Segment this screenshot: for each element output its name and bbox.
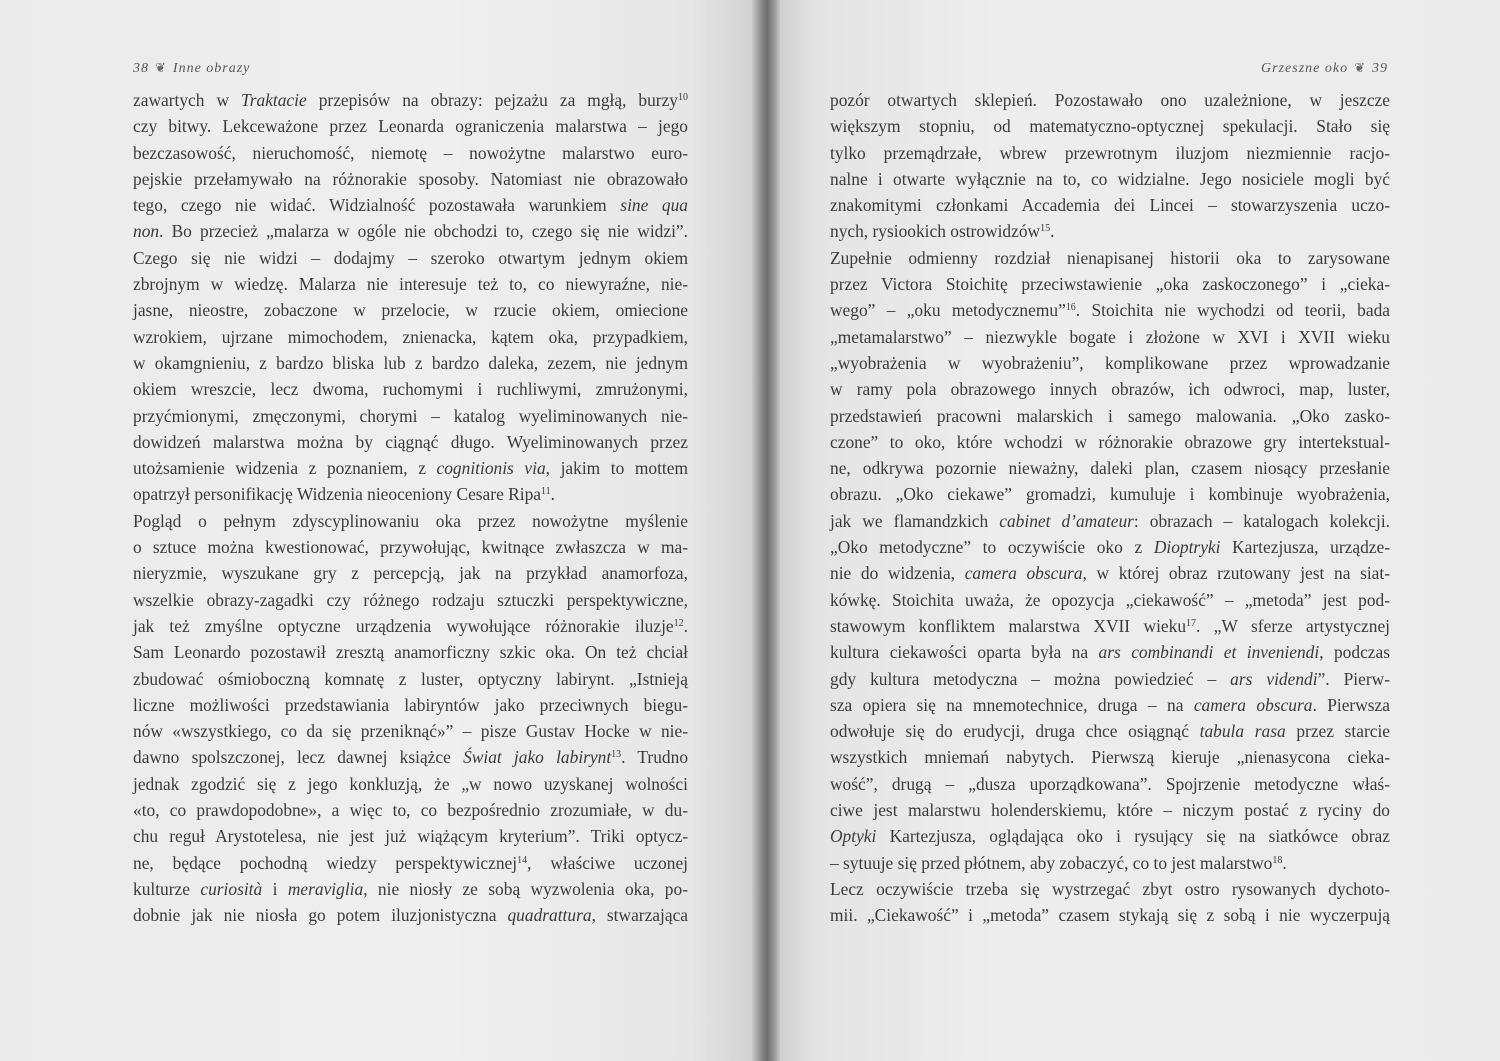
body-text-left (133, 87, 688, 929)
text-line: znakomitymi członkami Accademia dei Lincei – stowarzyszenia uczo- (830, 195, 1390, 216)
text-line: stawowym konfliktem malarstwa XVII wieku$^{17}$. „W sferze artystycznej (830, 615, 1390, 636)
italic-term: Traktacie (241, 90, 307, 110)
text-line: nów «wszystkiego, co da się przeniknąć»” – pisze Gustav Hocke w nie- (133, 721, 688, 742)
text-line: kultura ciekawości oparta była na ars combinandi et inveniendi, podczas (830, 642, 1390, 663)
text-line: kulturze curiosità i meraviglia, nie niosły ze sobą wyzwolenia oka, po- (133, 878, 688, 899)
body-text-right (830, 87, 1390, 929)
text-line: Czego się nie widzi – dodajmy – szeroko otwartym jednym okiem (133, 247, 688, 268)
text-line: ne, odkrywa pozornie nieważny, daleki plan, czasem niosący przesłanie (830, 458, 1390, 479)
footnote-ref: 12 (673, 617, 684, 629)
text-line: tylko przemądrzałe, wbrew przewrotnym iluzjom niezmiennie racjo- (830, 142, 1390, 163)
text-line: sza opiera się na mnemotechnice, druga – na camera obscura. Pierwsza (830, 694, 1390, 715)
text-line: o sztuce można kwestionować, przywołując, kwitnące zwłaszcza w ma- (133, 537, 688, 558)
text-line: nych, rysiookich ostrowidzów$^{15}$. (830, 221, 1055, 242)
text-line: większym stopniu, od matematyczno-optycznej spekulacji. Stało się (830, 116, 1390, 137)
text-line: zbrojnym w wiedzę. Malarza nie interesuje też to, co niewyraźne, nie- (133, 274, 688, 295)
text-line: gdy kultura metodyczna – można powiedzieć – ars videndi”. Pierw- (830, 668, 1390, 689)
text-line: w okamgnieniu, z bardzo bliska lub z bardzo daleka, zezem, nie jednym (133, 352, 688, 373)
italic-term: ars combinandi et inveniendi (1098, 642, 1320, 663)
text-line: jasne, nieostre, zobaczone w przelocie, w rzucie okiem, omiecione (133, 300, 688, 321)
text-line: jak we flamandzkich cabinet d’amateur: obrazach – katalogach kolekcji. (830, 510, 1390, 531)
text-line: obrazu. „Oko ciekawe” gromadzi, kumuluje i kombinuje wyobrażenia, (830, 484, 1390, 505)
text-line: dowidzeń malarstwa można by ciągnąć długo. Wyeliminowanych przez (133, 431, 688, 452)
page-number: 38 (133, 61, 149, 76)
text-line: liczne możliwości przedstawiania labiryntów jako przeciwnych biegu- (133, 694, 688, 715)
text-line: zawartych w Traktacie przepisów na obrazy: pejzażu za mgłą, burzy$^{10}$ (133, 90, 689, 110)
text-line: opatrzył personifikację Widzenia nieoceniony Cesare Ripa$^{11}$. (133, 484, 555, 505)
italic-term: quadrattura (507, 905, 592, 926)
text-line: chu reguł Arystotelesa, nie jest już wiążącym kryterium”. Triki optycz- (133, 826, 688, 847)
italic-term: Świat jako labirynt (463, 747, 612, 768)
text-line: okiem wreszcie, lecz dwoma, ruchomymi i ruchliwymi, zmrużonymi, (133, 379, 688, 400)
text-line: – sytuuje się przed płótnem, aby zobaczyć, co to jest malarstwo$^{18}$. (830, 852, 1287, 873)
text-line: czone” to oko, które wchodzi w różnorakie obrazowe gry intertekstual- (830, 431, 1390, 452)
text-line: Optyki Kartezjusza, oglądająca oko i rysujący się na siatkówce obraz (830, 826, 1390, 847)
text-line: dawno spolszczonej, lecz dawnej książce Świat jako labirynt$^{13}$. Trudno (133, 747, 689, 768)
footnote-ref: 13 (611, 749, 622, 761)
page-number: 39 (1372, 61, 1388, 76)
text-line: pejskie przełamywało na różnorakie sposoby. Natomiast nie obrazowało (133, 168, 688, 189)
text-line: „metamalarstwo” – niezwykle bogate i złożone w XVI i XVII wieku (830, 326, 1390, 347)
running-head-left (133, 60, 250, 77)
text-line: czy bitwy. Lekceważone przez Leonarda ograniczenia malarstwa – jego (133, 116, 688, 137)
footnote-ref: 10 (678, 92, 689, 103)
italic-term: camera obscura (1193, 694, 1313, 715)
text-line: jak też zmyślne optyczne urządzenia wywołujące różnorakie iluzje$^{12}$. (133, 615, 688, 636)
text-line: wszelkie obrazy-zagadki czy różnego rodzaju sztuczki perspektywiczne, (133, 589, 688, 610)
text-line: odwołuje się do erudycji, druga chce osiągnąć tabula rasa przez starcie (830, 721, 1391, 742)
text-line: mii. „Ciekawość” i „metoda” czasem stykają się z sobą i nie wyczerpują (830, 905, 1390, 926)
footnote-ref: 18 (1272, 854, 1283, 866)
italic-term: cabinet d’amateur (999, 510, 1134, 531)
italic-term: sine qua (620, 195, 689, 216)
text-line: utożsamienie widzenia z poznaniem, z cognitionis via, jakim to mottem (133, 458, 688, 479)
running-title: Inne obrazy (172, 61, 251, 76)
text-line: przez Victora Stoichitę przeciwstawienie „oka zaskoczonego” i „cieka- (830, 274, 1390, 295)
text-line: zbudować ośmioboczną komnatę z luster, optyczny labirynt. „Istnieją (133, 668, 688, 689)
leaf-ornament-icon: ❦ (155, 60, 167, 75)
text-line: kówkę. Stoichita uważa, że opozycja „ciekawość” – „metoda” jest pod- (830, 589, 1390, 610)
book-gutter (752, 0, 780, 1061)
running-head-right (1261, 60, 1388, 77)
text-line: Lecz oczywiście trzeba się wystrzegać zbyt ostro rysowanych dychoto- (830, 878, 1390, 899)
text-line: wzrokiem, ujrzane mimochodem, znienacka, kątem oka, przypadkiem, (133, 326, 688, 347)
italic-term: tabula rasa (1199, 721, 1286, 742)
text-line: wego” – „oku metodycznemu”$^{16}$. Stoichita nie wychodzi od teorii, bada (830, 300, 1390, 321)
text-line: wość”, drugą – „dusza uporządkowana”. Spojrzenie metodyczne właś- (830, 773, 1390, 794)
text-line: przyćmionymi, zmęczonymi, chorymi – katalog wyeliminowanych nie- (133, 405, 688, 426)
text-line: w ramy pola obrazowego innych obrazów, ich odwroci, map, luster, (830, 379, 1390, 400)
italic-term: Optyki (830, 826, 877, 847)
italic-term: curiosità (200, 878, 263, 899)
text-line: tego, czego nie widać. Widzialność pozostawała warunkiem sine qua (133, 195, 689, 216)
italic-term: ars videndi (1230, 668, 1318, 689)
italic-term: camera obscura (964, 563, 1083, 584)
leaf-ornament-icon: ❦ (1354, 60, 1366, 75)
footnote-ref: 17 (1186, 617, 1197, 629)
text-line: Zupełnie odmienny rozdział nienapisanej historii oka to zarysowane (830, 247, 1390, 268)
text-line: nalne i otwarte wyłącznie na to, co widzialne. Jego nosiciele mogli być (830, 168, 1390, 189)
italic-term: Dioptryki (1153, 537, 1221, 558)
text-line: „Oko metodyczne” to oczywiście oko z Dioptryki Kartezjusza, urządze- (830, 537, 1391, 558)
text-line: wszystkich mniemań nabytych. Pierwszą kieruje „nienasycona cieka- (830, 747, 1390, 768)
text-line: nieryzmie, wyszukane gry z percepcją, jak na przykład anamorfoza, (133, 563, 688, 584)
italic-term: meraviglia (287, 878, 364, 899)
footnote-ref: 16 (1065, 302, 1076, 314)
text-line: „wyobrażenia w wyobrażeniu”, komplikowane przez wprowadzanie (830, 352, 1390, 373)
footnote-ref: 15 (1040, 223, 1051, 235)
right-page (780, 0, 1500, 1061)
text-line: nie do widzenia, camera obscura, w której obraz rzutowany jest na siat- (830, 563, 1391, 584)
text-line: ciwe jest malarstwu holenderskiemu, które – niczym postać z ryciny do (830, 800, 1390, 821)
footnote-ref: 14 (517, 854, 528, 866)
text-line: non. Bo przecież „malarza w ogóle nie obchodzi to, czego się nie widzi”. (133, 221, 688, 242)
footnote-ref: 11 (540, 486, 551, 498)
text-line: bezczasowość, nieruchomość, niemotę – nowożytne malarstwo euro- (133, 142, 688, 163)
text-line: jednak zgodzić się z jego konkluzją, że „w nowo uzyskanej wolności (133, 773, 688, 794)
text-line: «to, co prawdopodobne», a więc to, co bezpośrednio zrozumiałe, w du- (133, 800, 688, 821)
text-line: pozór otwartych sklepień. Pozostawało ono uzależnione, w jeszcze (830, 90, 1390, 110)
text-line: Pogląd o pełnym zdyscyplinowaniu oka przez nowożytne myślenie (133, 510, 688, 531)
italic-term: cognitionis via (436, 458, 546, 479)
text-line: ne, będące pochodną wiedzy perspektywicznej$^{14}$, właściwe uczonej (133, 852, 688, 873)
running-title: Grzeszne oko (1261, 61, 1349, 76)
italic-term: non (133, 221, 160, 242)
text-line: przedstawień pracowni malarskich i samego malowania. „Oko zasko- (830, 405, 1390, 426)
text-line: Sam Leonardo pozostawił zresztą anamorficzny szkic oka. On też chciał (133, 642, 688, 663)
text-line: dobnie jak nie niosła go potem iluzjonistyczna quadrattura, stwarzająca (133, 905, 689, 926)
